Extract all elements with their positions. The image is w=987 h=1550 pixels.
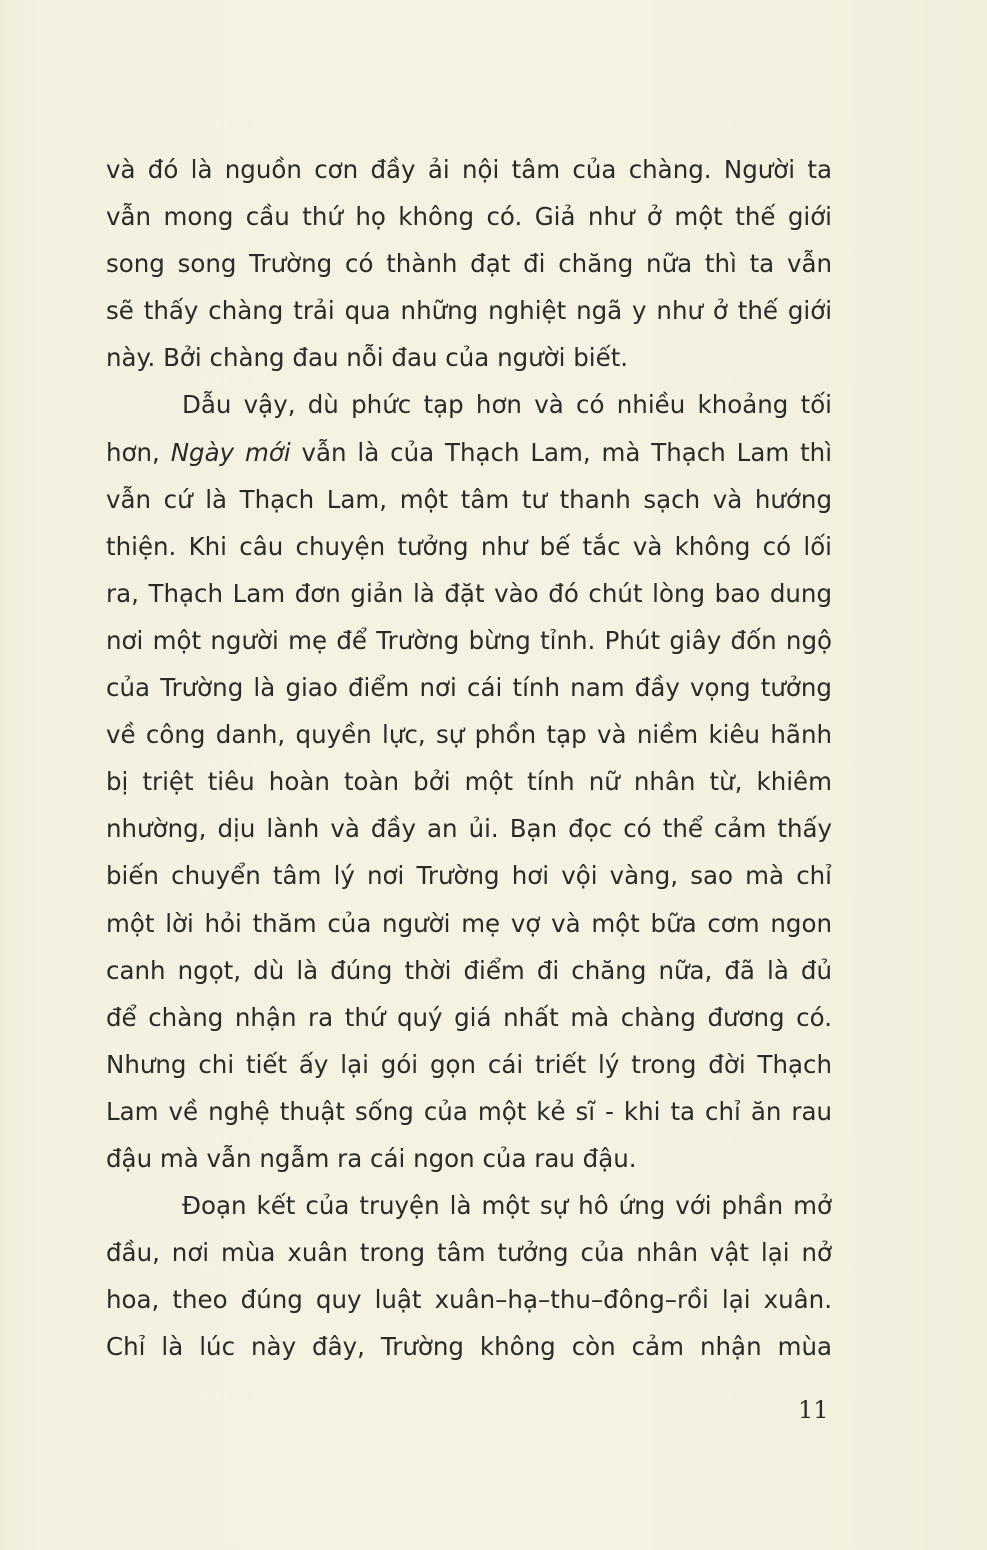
text-line: Lam về nghệ thuật sống của một kẻ sĩ - khi ta chỉ ăn rau [106,1096,832,1126]
text-line: của Trường là giao điểm nơi cái tính nam đầy vọng tưởng [106,673,832,703]
text-line: và đó là nguồn cơn đầy ải nội tâm của chàng. Người ta [106,155,832,184]
text-line: đậu mà vẫn ngẫm ra cái ngon của rau đậu. [106,1143,637,1173]
text-line: vẫn cứ là Thạch Lam, một tâm tư thanh sạch và hướng [106,484,832,514]
body-text [106,146,832,1370]
italic-title: Ngày mới [170,437,291,467]
text-line: hơn, Ngày mới vẫn là của Thạch Lam, mà Thạch Lam thì [106,437,833,467]
text-line: hoa, theo đúng quy luật xuân–hạ–thu–đông–rồi lại xuân. [106,1285,832,1315]
text-line: Dẫu vậy, dù phức tạp hơn và có nhiều khoảng tối [182,390,832,420]
text-line: biến chuyển tâm lý nơi Trường hơi vội vàng, sao mà chỉ [106,861,832,891]
text-line: bị triệt tiêu hoàn toàn bởi một tính nữ nhân từ, khiêm [106,767,832,797]
text-line: nhường, dịu lành và đầy an ủi. Bạn đọc có thể cảm thấy [106,814,832,844]
text-line: sẽ thấy chàng trải qua những nghiệt ngã y như ở thế giới [106,296,832,326]
page-number: 11 [798,1396,829,1424]
text-line: nơi một người mẹ để Trường bừng tỉnh. Phút giây đốn ngộ [106,625,832,655]
text-line: để chàng nhận ra thứ quý giá nhất mà chàng đương có. [106,1002,832,1032]
text-line: Đoạn kết của truyện là một sự hô ứng với phần mở [182,1191,832,1221]
text-line: Chỉ là lúc này đây, Trường không còn cảm nhận mùa [106,1332,832,1362]
text-line: về công danh, quyền lực, sự phồn tạp và niềm kiêu hãnh [106,720,832,750]
text-line: Nhưng chi tiết ấy lại gói gọn cái triết lý trong đời Thạch [106,1049,832,1079]
text-line: đầu, nơi mùa xuân trong tâm tưởng của nhân vật lại nở [106,1238,832,1268]
text-line: canh ngọt, dù là đúng thời điểm đi chăng nữa, đã là đủ [106,955,832,985]
paragraph [106,1182,832,1370]
paragraph [106,146,832,381]
paragraph [106,381,832,1182]
text-line: một lời hỏi thăm của người mẹ vợ và một bữa cơm ngon [106,908,832,938]
text-line: vẫn mong cầu thứ họ không có. Giả như ở một thế giới [106,202,832,232]
text-line: thiện. Khi câu chuyện tưởng như bế tắc và không có lối [106,531,832,561]
text-line: này. Bởi chàng đau nỗi đau của người biết. [106,343,629,373]
text-line: ra, Thạch Lam đơn giản là đặt vào đó chút lòng bao dung [106,578,832,608]
text-line: song song Trường có thành đạt đi chăng nữa thì ta vẫn [106,249,832,279]
